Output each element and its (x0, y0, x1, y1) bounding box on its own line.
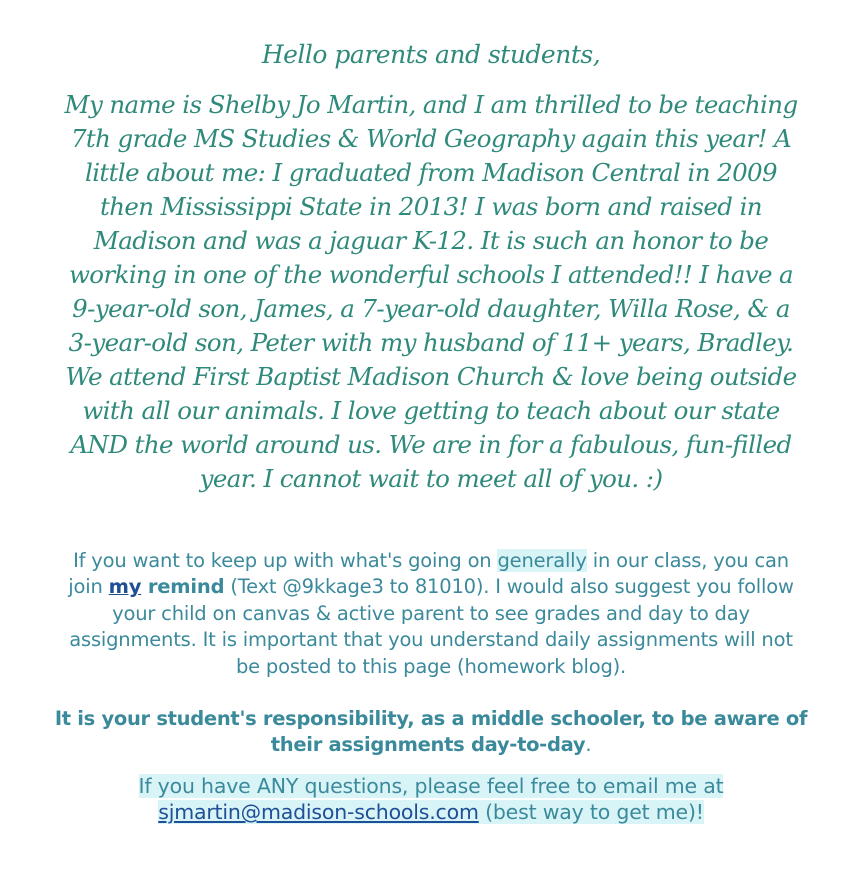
teacher-bio: My name is Shelby Jo Martin, and I am thrilled to be teaching 7th grade MS Studies & World Geography again this year! A little about me: I graduated from Madison Central in 2009 then Mississippi State in 2013! I was born and raised in Madison and was a jaguar K-12. It is such an honor to be working in one of the wonderful schools I attended!! I have a 9-year-old son, James, a 7-year-old daughter, Willa Rose, & a 3-year-old son, Peter with my husband of 11+ years, Bradley. We attend First Baptist Madison Church & love being outside with all our animals. I love getting to teach about our state AND the world around us. We are in for a fabulous, fun-filled year. I cannot wait to meet all of you. :) (64, 90, 798, 493)
info-text-3: (Text @9kkage3 to 81010). I would also suggest you follow your child on canvas & active parent to see grades and day to day assignments. It is important that you understand daily assignments will not be posted to this page (homework blog). (69, 575, 794, 678)
class-info-paragraph (55, 548, 807, 680)
contact-suffix: (best way to get me)! (478, 800, 704, 825)
greeting-heading: Hello parents and students, (261, 40, 601, 69)
info-text-2: in our class, you can join (68, 549, 789, 599)
responsibility-notice (40, 706, 822, 759)
my-remind-link[interactable]: my (108, 575, 142, 599)
responsibility-text: It is your student's responsibility, as a middle schooler, to be aware of their assignments day-to-day (54, 707, 808, 757)
email-link[interactable]: sjmartin@madison-schools.com (158, 800, 479, 825)
contact-paragraph (80, 773, 782, 826)
generally-highlight: generally (497, 549, 587, 572)
contact-text: If you have ANY questions, please feel free to email me at (138, 774, 724, 798)
responsibility-period: . (585, 733, 592, 757)
info-text-1: If you want to keep up with what's going on (73, 549, 498, 572)
remind-label: remind (141, 575, 225, 599)
